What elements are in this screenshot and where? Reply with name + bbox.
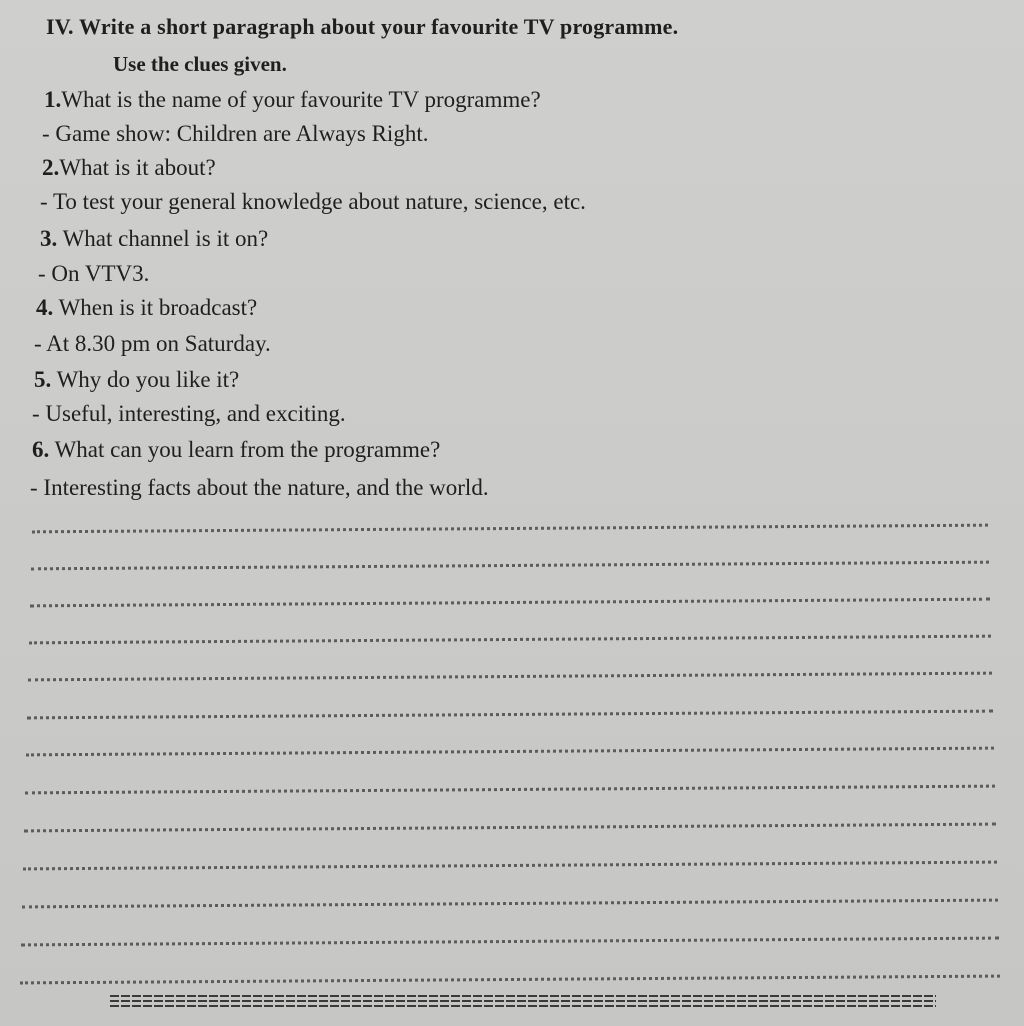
clue-answer-4: - At 8.30 pm on Saturday. (34, 331, 271, 356)
exercise-heading: IV. Write a short paragraph about your favourite TV programme. (46, 14, 679, 39)
clue-number: 6. (32, 437, 50, 462)
clue-question-text: Why do you like it? (51, 367, 240, 392)
clue-question-text: When is it broadcast? (53, 295, 258, 320)
clue-answer-3: - On VTV3. (38, 261, 150, 286)
clue-answer-2: - To test your general knowledge about nature, science, etc. (40, 189, 586, 214)
clue-question-text: What is it about? (59, 155, 216, 180)
clue-question-text: What can you learn from the programme? (49, 437, 441, 462)
clue-number: 4. (36, 295, 54, 320)
clue-question-3 (40, 227, 268, 250)
clue-question-text: What channel is it on? (57, 226, 269, 251)
clue-number: 3. (40, 226, 58, 251)
clue-question-6 (32, 438, 440, 461)
clue-number: 1. (44, 87, 62, 112)
exercise-subheading: Use the clues given. (113, 52, 287, 76)
clue-question-2 (42, 156, 216, 179)
clue-question-5 (34, 368, 239, 391)
clue-number: 5. (34, 367, 52, 392)
end-divider (110, 993, 936, 1007)
clue-answer-1: - Game show: Children are Always Right. (42, 121, 429, 146)
clue-answer-5: - Useful, interesting, and exciting. (32, 401, 346, 426)
clue-number: 2. (42, 155, 60, 180)
clue-answer-6: - Interesting facts about the nature, and the world. (30, 475, 489, 500)
clue-question-4 (36, 296, 257, 319)
clue-question-1 (44, 88, 541, 111)
clue-question-text: What is the name of your favourite TV programme? (61, 87, 541, 112)
